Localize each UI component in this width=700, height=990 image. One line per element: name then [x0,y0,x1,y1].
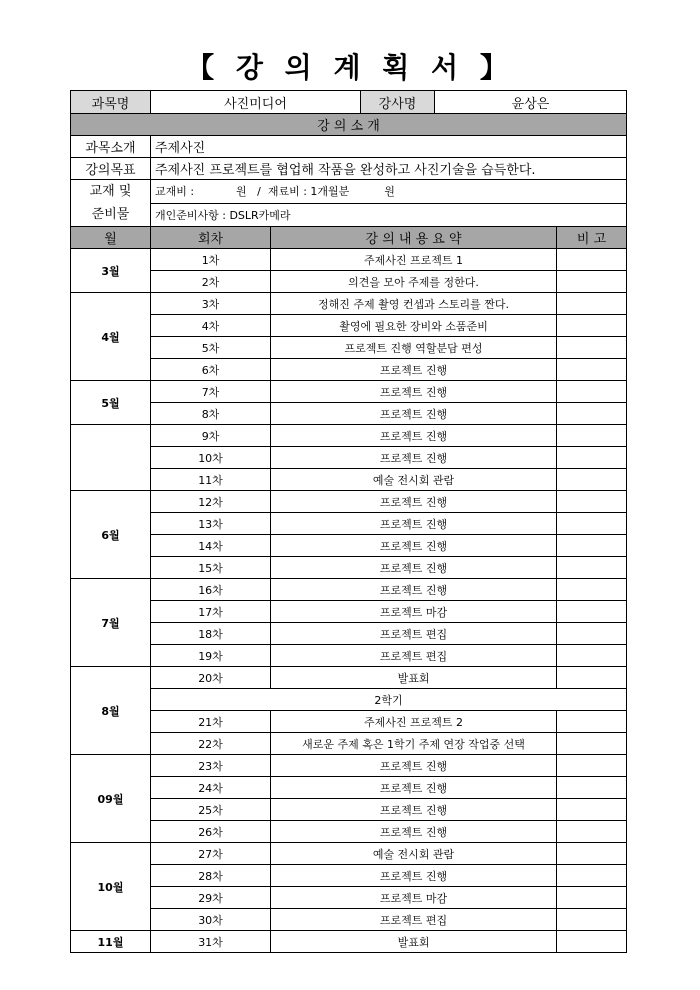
session-content: 프로젝트 진행 [271,777,557,799]
session-no: 29차 [151,887,271,909]
table-row [71,843,627,865]
materials-label-line2: 준비물 [91,207,130,222]
session-no: 9차 [151,425,271,447]
session-note [557,535,627,557]
session-content: 프로젝트 진행 역할분담 편성 [271,337,557,359]
session-note [557,381,627,403]
month-cell: 8월 [71,667,151,755]
session-note [557,469,627,491]
session-content: 주제사진 프로젝트 2 [271,711,557,733]
session-content: 프로젝트 진행 [271,359,557,381]
fee-line: 교재비 : 원 / 재료비 : 1개월분 원 [151,180,627,204]
session-no: 28차 [151,865,271,887]
table-row [71,733,627,755]
session-no: 17차 [151,601,271,623]
month-cell: 09월 [71,755,151,843]
session-no: 25차 [151,799,271,821]
session-content: 프로젝트 편집 [271,623,557,645]
session-note [557,843,627,865]
session-no: 15차 [151,557,271,579]
session-note [557,799,627,821]
table-row [71,271,627,293]
session-no: 31차 [151,931,271,953]
table-row [71,821,627,843]
session-note [557,821,627,843]
page-title: 【 강 의 계 획 서 】 [186,51,514,84]
session-no: 16차 [151,579,271,601]
table-row [71,667,627,689]
instructor-label: 강사명 [361,91,435,114]
month-cell: 4월 [71,293,151,381]
session-note [557,931,627,953]
session-content: 프로젝트 진행 [271,403,557,425]
session-no: 4차 [151,315,271,337]
session-note [557,645,627,667]
session-content: 프로젝트 진행 [271,557,557,579]
month-cell: 7월 [71,579,151,667]
session-content: 프로젝트 진행 [271,513,557,535]
session-note [557,447,627,469]
session-no: 12차 [151,491,271,513]
month-cell-empty [71,425,151,491]
table-row [71,601,627,623]
session-content: 프로젝트 진행 [271,535,557,557]
session-note [557,293,627,315]
session-no: 3차 [151,293,271,315]
session-no: 23차 [151,755,271,777]
table-row [71,293,627,315]
semester-divider: 2학기 [151,689,627,711]
course-label: 과목명 [71,91,151,114]
session-note [557,733,627,755]
month-cell: 11월 [71,931,151,953]
summary-value: 주제사진 [151,136,627,158]
schedule-header-session: 회차 [151,227,271,249]
session-content: 프로젝트 편집 [271,909,557,931]
session-no: 1차 [151,249,271,271]
summary-label: 과목소개 [71,136,151,158]
session-content: 촬영에 필요한 장비와 소품준비 [271,315,557,337]
session-content: 프로젝트 진행 [271,865,557,887]
table-row [71,711,627,733]
session-content: 예술 전시회 관람 [271,843,557,865]
table-row [71,359,627,381]
session-content: 새로운 주제 혹은 1학기 주제 연장 작업중 선택 [271,733,557,755]
table-row [71,865,627,887]
schedule-header-content: 강 의 내 용 요 약 [271,227,557,249]
session-note [557,601,627,623]
session-no: 5차 [151,337,271,359]
session-content: 프로젝트 마감 [271,601,557,623]
table-row [71,337,627,359]
month-cell: 10월 [71,843,151,931]
intro-section-title: 강 의 소 개 [71,114,627,136]
table-row [71,491,627,513]
session-no: 21차 [151,711,271,733]
session-note [557,755,627,777]
session-content: 프로젝트 진행 [271,447,557,469]
session-no: 13차 [151,513,271,535]
schedule-header-note: 비 고 [557,227,627,249]
session-content: 프로젝트 진행 [271,381,557,403]
table-row [71,623,627,645]
table-row [71,315,627,337]
session-content: 프로젝트 진행 [271,579,557,601]
session-no: 26차 [151,821,271,843]
session-note [557,315,627,337]
session-no: 10차 [151,447,271,469]
session-content: 프로젝트 진행 [271,755,557,777]
table-row [71,777,627,799]
month-cell: 5월 [71,381,151,425]
session-no: 22차 [151,733,271,755]
session-no: 6차 [151,359,271,381]
session-note [557,623,627,645]
session-no: 19차 [151,645,271,667]
session-note [557,337,627,359]
table-row [71,689,627,711]
session-content: 프로젝트 마감 [271,887,557,909]
session-content: 프로젝트 진행 [271,491,557,513]
session-content: 프로젝트 진행 [271,821,557,843]
session-content: 주제사진 프로젝트 1 [271,249,557,271]
session-content: 발표회 [271,667,557,689]
table-row [71,887,627,909]
session-content: 의견을 모아 주제를 정한다. [271,271,557,293]
session-note [557,865,627,887]
session-note [557,887,627,909]
session-content: 발표회 [271,931,557,953]
table-row [71,931,627,953]
session-note [557,513,627,535]
session-note [557,557,627,579]
month-cell: 3월 [71,249,151,293]
session-no: 27차 [151,843,271,865]
table-row [71,535,627,557]
table-row [71,447,627,469]
session-content: 예술 전시회 관람 [271,469,557,491]
session-no: 8차 [151,403,271,425]
table-row [71,513,627,535]
materials-label [71,180,151,227]
goal-value: 주제사진 프로젝트를 협업해 작품을 완성하고 사진기술을 습득한다. [151,158,627,180]
session-content: 프로젝트 편집 [271,645,557,667]
session-no: 2차 [151,271,271,293]
table-row [71,909,627,931]
materials-label-line1: 교재 및 [89,184,132,199]
table-row [71,403,627,425]
table-row [71,799,627,821]
session-note [557,579,627,601]
session-note [557,711,627,733]
personal-prep-line: 개인준비사항 : DSLR카메라 [151,203,627,227]
course-name: 사진미디어 [151,91,361,114]
session-no: 24차 [151,777,271,799]
table-row [71,579,627,601]
session-note [557,667,627,689]
session-no: 7차 [151,381,271,403]
table-row [71,557,627,579]
session-note [557,271,627,293]
goal-label: 강의목표 [71,158,151,180]
session-no: 20차 [151,667,271,689]
session-content: 프로젝트 진행 [271,425,557,447]
table-row [71,249,627,271]
table-row [71,755,627,777]
session-note [557,425,627,447]
session-note [557,777,627,799]
table-row [71,645,627,667]
session-note [557,249,627,271]
table-row [71,381,627,403]
session-note [557,359,627,381]
session-no: 30차 [151,909,271,931]
session-note [557,491,627,513]
month-cell: 6월 [71,491,151,579]
instructor-name: 윤상은 [435,91,627,114]
table-row [71,425,627,447]
session-no: 11차 [151,469,271,491]
session-note [557,909,627,931]
session-content: 프로젝트 진행 [271,799,557,821]
session-no: 14차 [151,535,271,557]
session-note [557,403,627,425]
table-row [71,469,627,491]
session-content: 정해진 주제 촬영 컨셉과 스토리를 짠다. [271,293,557,315]
lecture-plan-table [70,90,627,953]
schedule-header-month: 월 [71,227,151,249]
session-no: 18차 [151,623,271,645]
